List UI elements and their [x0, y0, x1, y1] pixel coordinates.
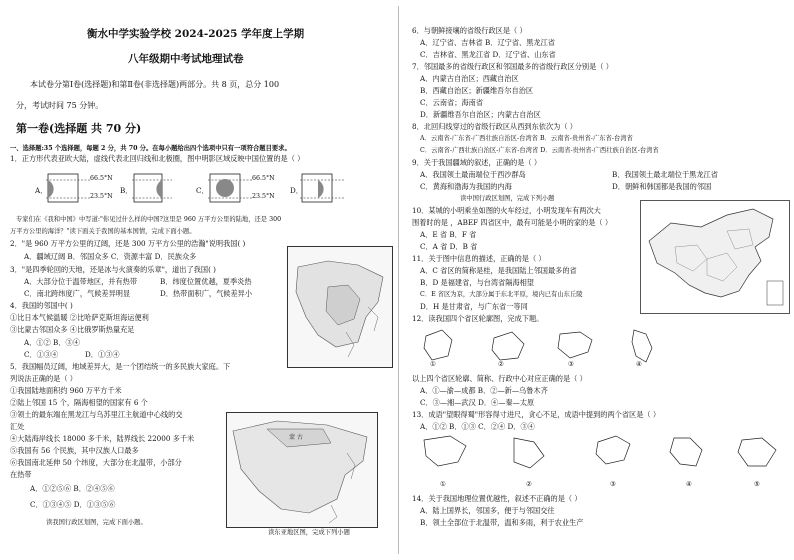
q14-option-a: A．陆上国界长，邻国多，便于与邻国交往 — [420, 506, 555, 515]
q7-option-c: C．云南省；海南省 — [420, 98, 484, 107]
q11-stem: 11．关于图中信息的描述，正确的是（ ） — [412, 254, 546, 263]
q9-option-a: A．我国领土最南端位于西沙群岛 — [420, 170, 526, 179]
mongolia-label: 蒙 古 — [289, 434, 303, 441]
q4-items-1: ①比日本气候温暖 ②比哈萨克斯坦海运便利 — [10, 313, 149, 322]
q12-question: 以上四个省区轮廓、简称、行政中心对应正确的是（ ） — [412, 374, 587, 383]
q2-context-1: 专家们在《我和中国》中写道:"你见过什么样的中国?这里是 960 万平方公里的陆地，还是 300 — [16, 216, 282, 223]
q1-option-d-label: D． — [290, 186, 303, 195]
q12-stem: 12．读我国四个省区轮廓图，完成下题。 — [412, 314, 544, 323]
q10-stem-2: 围着时的是 ，ABEF 四省区中，最有可能是小明的家的是（ ） — [412, 218, 613, 227]
q13-num-4: ④ — [686, 481, 692, 488]
right-column — [400, 0, 794, 560]
q13-num-2: ② — [526, 481, 532, 488]
q5-options-1: A．①②⑤⑥ B．②④⑤⑥ — [30, 484, 115, 493]
q13-options: A．①② B．①③ C．②④ D．③④ — [420, 422, 535, 431]
q10-stem-1: 10．某城的小明乘坐如图的火车经过，小明发现车有两次大 — [412, 206, 601, 215]
q12-options-2: C．③—湘—武汉 D．④—秦—太原 — [420, 398, 535, 407]
q6-context: 读我国行政区划图，完成下面小题。 — [46, 519, 147, 526]
q13-num-5: ⑤ — [754, 481, 760, 488]
q4-items-2: ③比蒙古邻国众多 ④比俄罗斯热量充足 — [10, 325, 135, 334]
q4-options-3: D．①③④ — [85, 350, 120, 359]
q5-item-6b: 在热带 — [10, 470, 32, 479]
q1-option-c-label: C． — [196, 186, 209, 195]
asia-map-figure — [287, 246, 393, 368]
q14-option-b: B．领土全部位于北温带，温和多雨，利于农业生产 — [420, 518, 584, 527]
q10-options-2: C．A 省 D．B 省 — [420, 242, 478, 251]
q1-option-b-figure — [132, 168, 172, 208]
q2-options: A．疆域辽阔 B．邻国众多 C．资源丰富 D．民族众多 — [24, 252, 197, 261]
q4-stem: 4．我国的邻国中( ) — [10, 301, 73, 310]
q2-stem: 2．"是 960 万平方公里的辽阔，还是 300 万平方公里的浩瀚"说明我国( ) — [10, 239, 246, 248]
q9-option-c: C．黄海和渤海为我国的内海 — [420, 182, 512, 191]
q7-option-d: D．新疆维吾尔自治区；内蒙古自治区 — [420, 110, 541, 119]
q6-options-2: C．吉林省、黑龙江省 D．辽宁省、山东省 — [420, 50, 556, 59]
q14-stem: 14．关于我国地理位置优越性，叙述不正确的是（ ） — [412, 494, 582, 503]
q1-lat-665-c: 66.5°N — [252, 175, 275, 182]
q10-options-1: A．E 省 B．F 省 — [420, 230, 477, 239]
q12-num-4: ④ — [636, 361, 642, 368]
column-divider — [398, 6, 399, 554]
q11-option-d: D．H 是甘肃省，与广东省一等同 — [420, 302, 528, 311]
q5-item-5: ⑤我国有 56 个民族，其中汉族人口最多 — [10, 446, 139, 455]
china-map-figure — [640, 200, 790, 314]
q12-num-3: ③ — [568, 361, 574, 368]
q3-option-b: B．纬度位置优越，夏季炎热 — [160, 277, 252, 286]
q3-option-d: D．热带面积广，气候差异小 — [160, 289, 253, 298]
section-title: 第一卷(选择题 共 70 分) — [16, 122, 142, 135]
q1-lat-235-c: 23.5°N — [252, 193, 275, 200]
q6-options-1: A．辽宁省、吉林省 B．辽宁省、黑龙江省 — [420, 38, 555, 47]
q9-option-d: D．朝鲜和韩国都是我国的邻国 — [612, 182, 712, 191]
q4-options-2: C．①③④ — [24, 350, 59, 359]
q5-stem-2: 列说法正确的是（ ） — [10, 374, 77, 383]
exam-title: 八年级期中考试地理试卷 — [128, 53, 244, 65]
q8-stem: 8．北回归线穿过的省级行政区从西到东依次为（ ） — [412, 122, 577, 131]
q11-option-a: A．C 省区的简称是桂，是我国陆上邻国最多的省 — [420, 266, 577, 275]
q5-item-3b: 汇处 — [10, 422, 25, 431]
q5-item-3: ③领土的最东端在黑龙江与乌苏里江主航道中心线的交 — [10, 410, 183, 419]
q5-options-2: C．①③④⑤ D．①③⑤⑥ — [30, 500, 116, 509]
q13-stem: 13．成语"望眼得蜀"形容得寸进尺，贪心不足，成语中提到的两个省区是（ ） — [412, 410, 661, 419]
q1-stem: 1．正方形代表亚欧大陆，虚线代表北回归线和北极圈，图中明影区域反映中国位置的是（ ） — [10, 154, 305, 163]
q5-stem-1: 5．我国幅员辽阔，地域差异大，是一个团结统一的多民族大家庭。下 — [10, 362, 231, 371]
school-title: 衡水中学实验学校 2024-2025 学年度上学期 — [87, 28, 305, 40]
q2-context-2: 万平方公里的海洋？"读下面关于我国的基本国情，完成下面小题。 — [10, 228, 196, 235]
q1-option-a-figure — [46, 168, 90, 208]
q1-option-c-figure — [208, 168, 252, 208]
q7-option-a: A．内蒙古自治区；西藏自治区 — [420, 74, 519, 83]
q9-stem: 9．关于我国疆域的叙述，正确的是（ ） — [412, 158, 542, 167]
q5-item-6: ⑥我国南北延伸 50 个纬度，大部分在北温带，小部分 — [10, 458, 182, 467]
intro-line-1: 本试卷分第Ⅰ卷(选择题)和第Ⅱ卷(非选择题)两部分。共 8 页，总分 100 — [30, 80, 280, 89]
q6-stem: 6．与朝鲜接壤的省级行政区是（ ） — [412, 26, 527, 35]
q1-option-a-label: A． — [35, 186, 48, 195]
q7-option-b: B．西藏自治区；新疆维吾尔自治区 — [420, 86, 534, 95]
q8-options-2: C．云南省-广西壮族自治区-广东省-台湾省 D．云南省-贵州省-广西壮族自治区-台湾省 — [420, 147, 659, 154]
q1-option-d-figure — [300, 168, 344, 208]
q13-province-outlines — [420, 432, 790, 478]
q9-option-b: B．我国领土最北端位于黑龙江省 — [612, 170, 718, 179]
q3-option-a: A．大部分位于温带地区，并有热带 — [24, 277, 138, 286]
q5-item-2: ②陆上邻国 15 个，隔海相望的国家有 6 个 — [10, 398, 148, 407]
q12-options-1: A．①—渝—成都 B．②—新—乌鲁木齐 — [420, 386, 548, 395]
q13-num-3: ③ — [610, 481, 616, 488]
q11-option-b: B．D 是福建省，与台湾省隔海相望 — [420, 278, 534, 287]
section-instruction: 一、选择题:35 个选择题，每题 2 分，共 70 分。在每小题给出四个选项中只有一项符合题目要求。 — [10, 145, 291, 152]
q4-options-1: A．①② B．③④ — [24, 338, 80, 347]
q7-stem: 7．邻国最多的省级行政区和邻国最多的省级行政区分别是（ ） — [412, 62, 613, 71]
q12-num-1: ① — [430, 361, 436, 368]
intro-line-2: 分，考试时间 75 分钟。 — [16, 101, 104, 110]
china-map-caption: 读中国行政区划图，完成下列小题 — [460, 195, 555, 202]
east-asia-map-figure — [226, 412, 378, 528]
q3-stem: 3．"是四季轮回的天地，还是冰与火演奏的乐章"，道出了我国( ) — [10, 265, 216, 274]
q5-item-4: ④大陆海岸线长 18000 多千米，陆界线长 22000 多千米 — [10, 434, 195, 443]
q5-item-1: ①我国陆地面积约 960 万平方千米 — [10, 386, 122, 395]
q13-num-1: ① — [440, 481, 446, 488]
q8-options-1: A．云南省-广东省-广西壮族自治区-台湾省 B．云南省-贵州省-广东省-台湾省 — [420, 135, 633, 142]
east-asia-caption: 读东亚地区图，完成下列小题 — [268, 529, 350, 536]
q3-option-c: C．南北跨纬度广，气候差异明显 — [24, 289, 131, 298]
q12-num-2: ② — [498, 361, 504, 368]
q1-lat-665-a: 66.5°N — [90, 175, 113, 182]
q11-option-c: C．E 省区为京，大部分属于东北平原，境内已有山东丘陵 — [420, 291, 583, 298]
q1-option-b-label: B． — [120, 186, 133, 195]
q1-lat-235-a: 23.5°N — [90, 193, 113, 200]
